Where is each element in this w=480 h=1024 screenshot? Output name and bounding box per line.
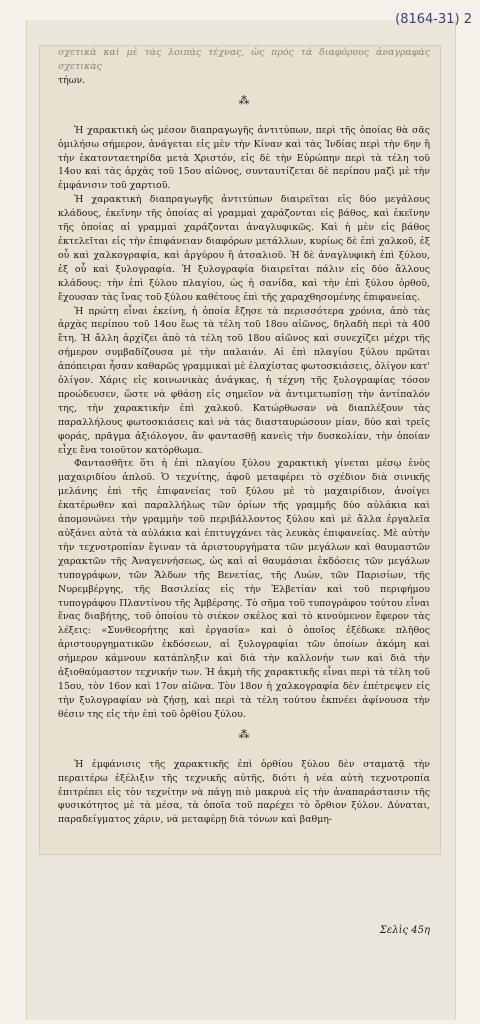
paragraph-ending: τήων. xyxy=(58,74,86,86)
cut-off-top-line: σχετικὰ καὶ μὲ τὰς λοιπὰς τέχνας, ὡς πρὸς τὰ διαφόρους ἀναγραφὰς σχετικὰς xyxy=(58,47,430,72)
paragraph: Φαντασθῆτε ὅτι ἡ ἐπὶ πλαγίου ξύλου χαρακτικὴ γίνεται μέσῳ ἑνὸς μαχαιριδίου ἁπλοῦ. Ὁ τεχνίτης, ἀφοῦ μεταφέρει τὸ σχέδιον διὰ σινικῆς μελάνης ἐπὶ τῆς ἐπιφανείας τοῦ ξύλου μὲ τὸ μαχαιρίδιον, ἀνοίγει ἑκατέρωθεν καὶ παραλλήλως τῶν ὁρίων τῆς γραμμῆς δύο αὐλάκια καὶ ἀπομονώνει τὴν γραμμὴν τοῦ περιβάλλοντος ξύλου καὶ μὲ ἄλλα ἐργαλεῖα αὐξάνει αὐτὰ τὰ αὐλάκια καὶ ἐπιτυγχάνει τὰς λευκὰς ἐπιφανείας. Μὲ αὐτὴν τὴν τεχνοτροπίαν ἔγιναν τὰ ἀριστουργήματα τῶν μεγάλων καὶ θαυμαστῶν χαρακτῶν τῆς Ἀναγεννήσεως, ὡς καὶ αἱ θαυμάσιαι ἐκδόσεις τῶν μεγάλων τυπογράφων, τῶν Ἄλδων τῆς Βενετίας, τῆς Λυὼν, τῶν Παρισίων, τῆς Νυρεμβέργης, τῆς Βασιλείας εἰς τὴν Ἐλβετίαν καὶ τοῦ περιφήμου τυπογράφου Πλαντίνου τῆς Ἀμβέρσης. Τὸ σῆμα τοῦ τυπογράφου τούτου εἶναι ἕνας διαβήτης, τοῦ ὁποίου τὸ σιέκον σκέλος καὶ τὸ κινούμενον ἔφερον τὰς λέξεις: «Συνθεορήτης καὶ ἐργασία» καὶ ὁ ὁποῖος ἐξέδωκε πλῆθος ἀριστουργηματικῶν ἐκδόσεων, αἱ ξυλογραφίαι τῶν ὁποίων ἀκόμη καὶ σήμερον κάμνουν κατάπληξιν καὶ διὰ τὴν καλλονήν των καὶ διὰ τὴν ἀξιοθαύμαστον τεχνικήν των. Ἡ ἀκμὴ τῆς χαρακτικῆς εἶναι περὶ τὰ τέλη τοῦ 15ου, τὸν 16ον καὶ 17ον αἰῶνα. Τὸν 18ον ἡ χαλκογραφία δὲν ἐπέτρεψεν εἰς τὴν ξυλογραφίαν νὰ ζήσῃ, καὶ περὶ τὰ τέλη τούτου ἐκπνέει ἀφίνουσα τὴν θέσιν της εἰς τὴν ἐπὶ τοῦ ὀρθίου ξύλου. xyxy=(58,458,430,720)
archive-reference-number: (8164-31) 2 xyxy=(395,12,472,27)
section-divider: ⁂ xyxy=(238,93,250,107)
paragraph: Ἡ χαρακτικὴ διαπραγωγῆς ἀντιτύπων διαιρεῖται εἰς δύο μεγάλους κλάδους, ἐκεῖνην τῆς ὁποίας αἱ γραμμαὶ χαράζονται εἰς βάθος, καὶ ἐκεῖνην τῆς ὁποίας αἱ γραμμαὶ χαράζονται ἀναγλυφικῶς. Καὶ ἡ μὲν εἰς βάθος ἐκτελεῖται εἰς τὴν ἐπιφάνειαν διαφόρων μετάλλων, κυρίως δὲ ἐπὶ χαλκοῦ, ἐξ οὗ καὶ χαλκογραφία, καὶ ἀργύρου ἢ ἀτσαλιοῦ. Ἡ δὲ ἀναγλυφικὴ ἐπὶ ξύλου, ἐξ οὗ καὶ ξυλογραφία. Ἡ ξυλογραφία διαιρεῖται πάλιν εἰς δύο ἄλλους κλάδους: τὴν ἐπὶ ξύλου πλαγίου, ὡς ἡ σανίδα, καὶ τὴν ἐπὶ ξύλου ὀρθοῦ, ἔχουσαν τὰς ἴνας τοῦ ξύλου καθέτους ἐπὶ τῆς χαραχθησομένης ἐπιφανείας. xyxy=(58,194,430,303)
paragraph: Ἡ χαρακτικὴ ὡς μέσον διαπραγωγῆς ἀντιτύπων, περὶ τῆς ὁποίας θὰ σᾶς ὁμιλήσω σήμερον, ἀνάγεται εἰς μὲν τὴν Κίναν καὶ τὰς Ἰνδίας περὶ τὴν 6ην ἢ τὴν ἑκατονταετηρίδα μετὰ Χριστόν, εἰς δὲ τὴν Εὐρώπην περὶ τὰ τέλη τοῦ 14ου καὶ τὰς ἀρχὰς τοῦ 15ου αἰῶνος, συνταυτίζεται δὲ περίπου μαζὶ μὲ τὴν ἐμφάνισιν τοῦ χαρτιοῦ. xyxy=(58,124,430,192)
page-number-note: Σελὶς 45η xyxy=(379,925,430,936)
paragraph: Ἡ ἐμφάνισις τῆς χαρακτικῆς ἐπὶ ὀρθίου ξύλου δὲν σταματᾷ τὴν περαιτέρω ἐξέλιξιν τῆς τεχνικῆς αὐτῆς, διότι ἡ νέα αὐτὴ τεχνοτροπία ἐπιτρέπει εἰς τὸν τεχνίτην νὰ πάγῃ πιὸ μακρυὰ εἰς τὴν ἀναπαράστασιν τῆς φυσικότητος μὲ τὰ μέσα, τὰ ὁποῖα τοῦ παρέχει τὸ ὄρθιον ξύλον. Δύναται, παραδείγματος χάριν, νὰ μεταφέρῃ διὰ τόνων καὶ βαθμη- xyxy=(58,758,430,826)
section-divider: ⁂ xyxy=(238,727,250,741)
article-text xyxy=(58,46,430,827)
paragraph: Ἡ πρώτη εἶναι ἐκείνη, ἡ ὁποία ἔζησε τὰ περισσότερα χρόνια, ἀπὸ τὰς ἀρχὰς περίπου τοῦ 14ου ἕως τὰ τέλη τοῦ 18ου αἰῶνος, δηλαδὴ περὶ τὰ 400 ἔτη. Ἡ ἄλλη ἀρχίζει ἀπὸ τὰ τέλη τοῦ 18ου αἰῶνος καὶ συνεχίζει μέχρι τῆς σήμερον συμβαδίζουσα μὲ τὴν παλαιάν. Αἱ ἐπὶ πλαγίου ξύλου πρῶται ἀπόπειραι ἦσαν καθαρῶς γραμμικαὶ μὲ ἐλαχίστας φωτοσκιάσεις, ὀλίγον κατ' ὀλίγον. Χάρις εἰς κοινωνικὰς ἀνάγκας, ἡ τέχνη τῆς ξυλογραφίας τόσον προώδευσεν, ὥστε νὰ φθάσῃ εἰς σημεῖον νὰ ἀντιμετωπίσῃ τὴν ἀντίπαλόν της, τὴν χαρακτικὴν ἐπὶ χαλκοῦ. Κατώρθωσαν νὰ διαπλέξουν τὰς παραλλήλους φωτοσκιάσεις καὶ νὰ τὰς διασταυρώσουν μίαν, δύο καὶ τρεῖς φοράς, πρᾶγμα ἀξιόλογον, ἂν φαντασθῇ κανεὶς τὴν δυσκολίαν, τὴν ὁποίαν εἶχε ἕνα τοιοῦτον κατόρθωμα. xyxy=(58,305,430,456)
